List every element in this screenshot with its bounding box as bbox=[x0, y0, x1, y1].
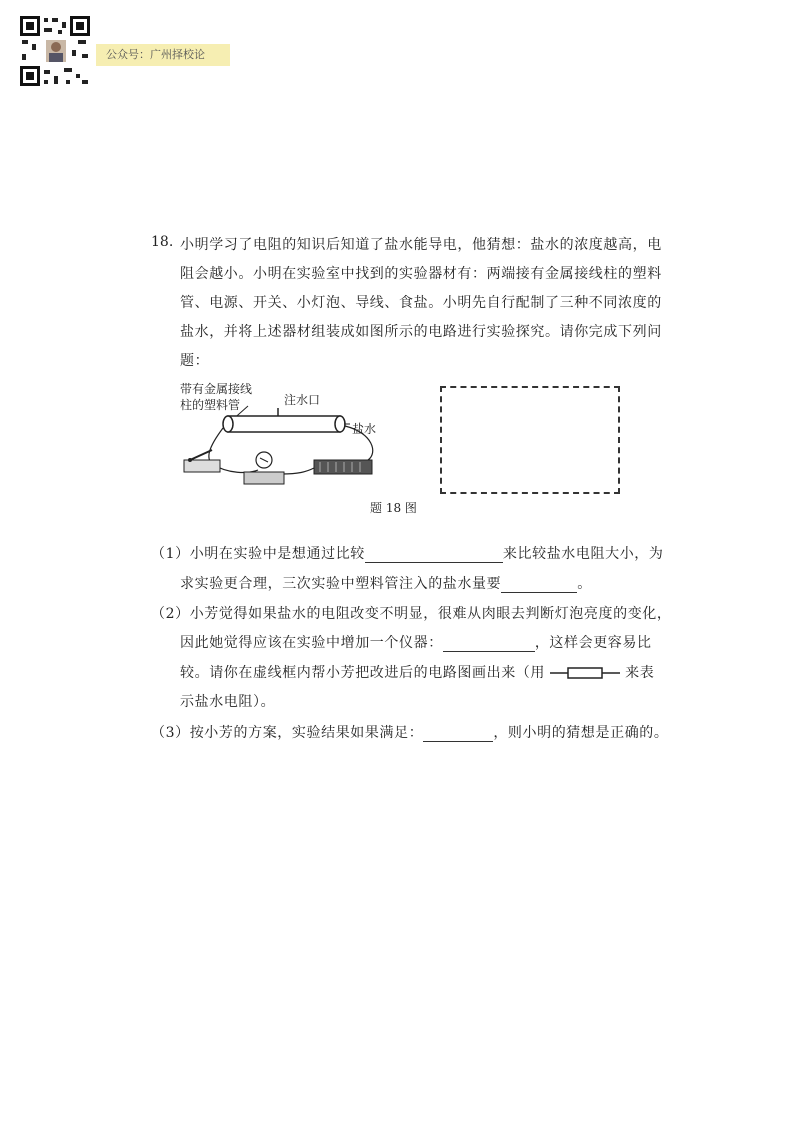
question-line: 盐水，并将上述器材组装成如图所示的电路进行实验探究。请你完成下列问 bbox=[180, 324, 662, 340]
question-line: 小明学习了电阻的知识后知道了盐水能导电，他猜想：盐水的浓度越高，电 bbox=[180, 237, 662, 253]
part-2-line-3 bbox=[180, 662, 654, 682]
resistor-symbol-icon bbox=[550, 666, 620, 680]
part-1-line-1 bbox=[151, 543, 664, 563]
part-2-text-e: 来表 bbox=[625, 665, 655, 681]
part-2-text-b: 因此她觉得应该在实验中增加一个仪器： bbox=[180, 635, 443, 651]
part-1-text-d: 。 bbox=[577, 576, 592, 592]
part-3-text-a: （3）按小芳的方案，实验结果如果满足： bbox=[151, 725, 424, 741]
part-2-text-c: ，这样会更容易比 bbox=[534, 635, 652, 651]
part-1-line-2 bbox=[180, 573, 592, 593]
part-1-text-b: 来比较盐水电阻大小，为 bbox=[502, 546, 664, 562]
label-inlet: 注水口 bbox=[284, 393, 321, 407]
label-salt-water: 盐水 bbox=[352, 422, 377, 436]
question-line: 题： bbox=[180, 353, 210, 369]
question-line: 管、电源、开关、小灯泡、导线、食盐。小明先自行配制了三种不同浓度的 bbox=[180, 295, 662, 311]
part-3-text-b: ，则小明的猜想是正确的。 bbox=[493, 725, 669, 741]
qr-code-icon bbox=[18, 14, 92, 88]
figure-caption: 题 18 图 bbox=[370, 501, 417, 515]
part-1-text-a: （1）小明在实验中是想通过比较 bbox=[151, 546, 365, 562]
part-1-text-c: 求实验更合理，三次实验中塑料管注入的盐水量要 bbox=[180, 576, 502, 592]
part-2-line-2 bbox=[180, 632, 652, 652]
drawing-box[interactable] bbox=[440, 386, 620, 494]
question-line: 阻会越小。小明在实验室中找到的实验器材有：两端接有金属接线柱的塑料 bbox=[180, 266, 662, 282]
wechat-account-tag: 公众号：广州择校论 bbox=[96, 44, 230, 66]
label-tube-2: 柱的塑料管 bbox=[180, 398, 241, 412]
part-3-line-1 bbox=[151, 722, 669, 742]
part-2-line-1: （2）小芳觉得如果盐水的电阻改变不明显，很难从肉眼去判断灯泡亮度的变化， bbox=[151, 606, 672, 622]
part-1-blank-1[interactable] bbox=[365, 548, 503, 563]
part-2-blank[interactable] bbox=[443, 637, 535, 652]
question-number: 18. bbox=[151, 234, 174, 250]
part-2-text-d: 较。请你在虚线框内帮小芳把改进后的电路图画出来（用 bbox=[180, 665, 545, 681]
circuit-diagram bbox=[178, 378, 418, 488]
part-1-blank-2[interactable] bbox=[501, 578, 577, 593]
part-2-line-4: 示盐水电阻）。 bbox=[180, 694, 276, 710]
label-tube: 带有金属接线 bbox=[180, 382, 253, 396]
part-3-blank[interactable] bbox=[423, 727, 493, 742]
